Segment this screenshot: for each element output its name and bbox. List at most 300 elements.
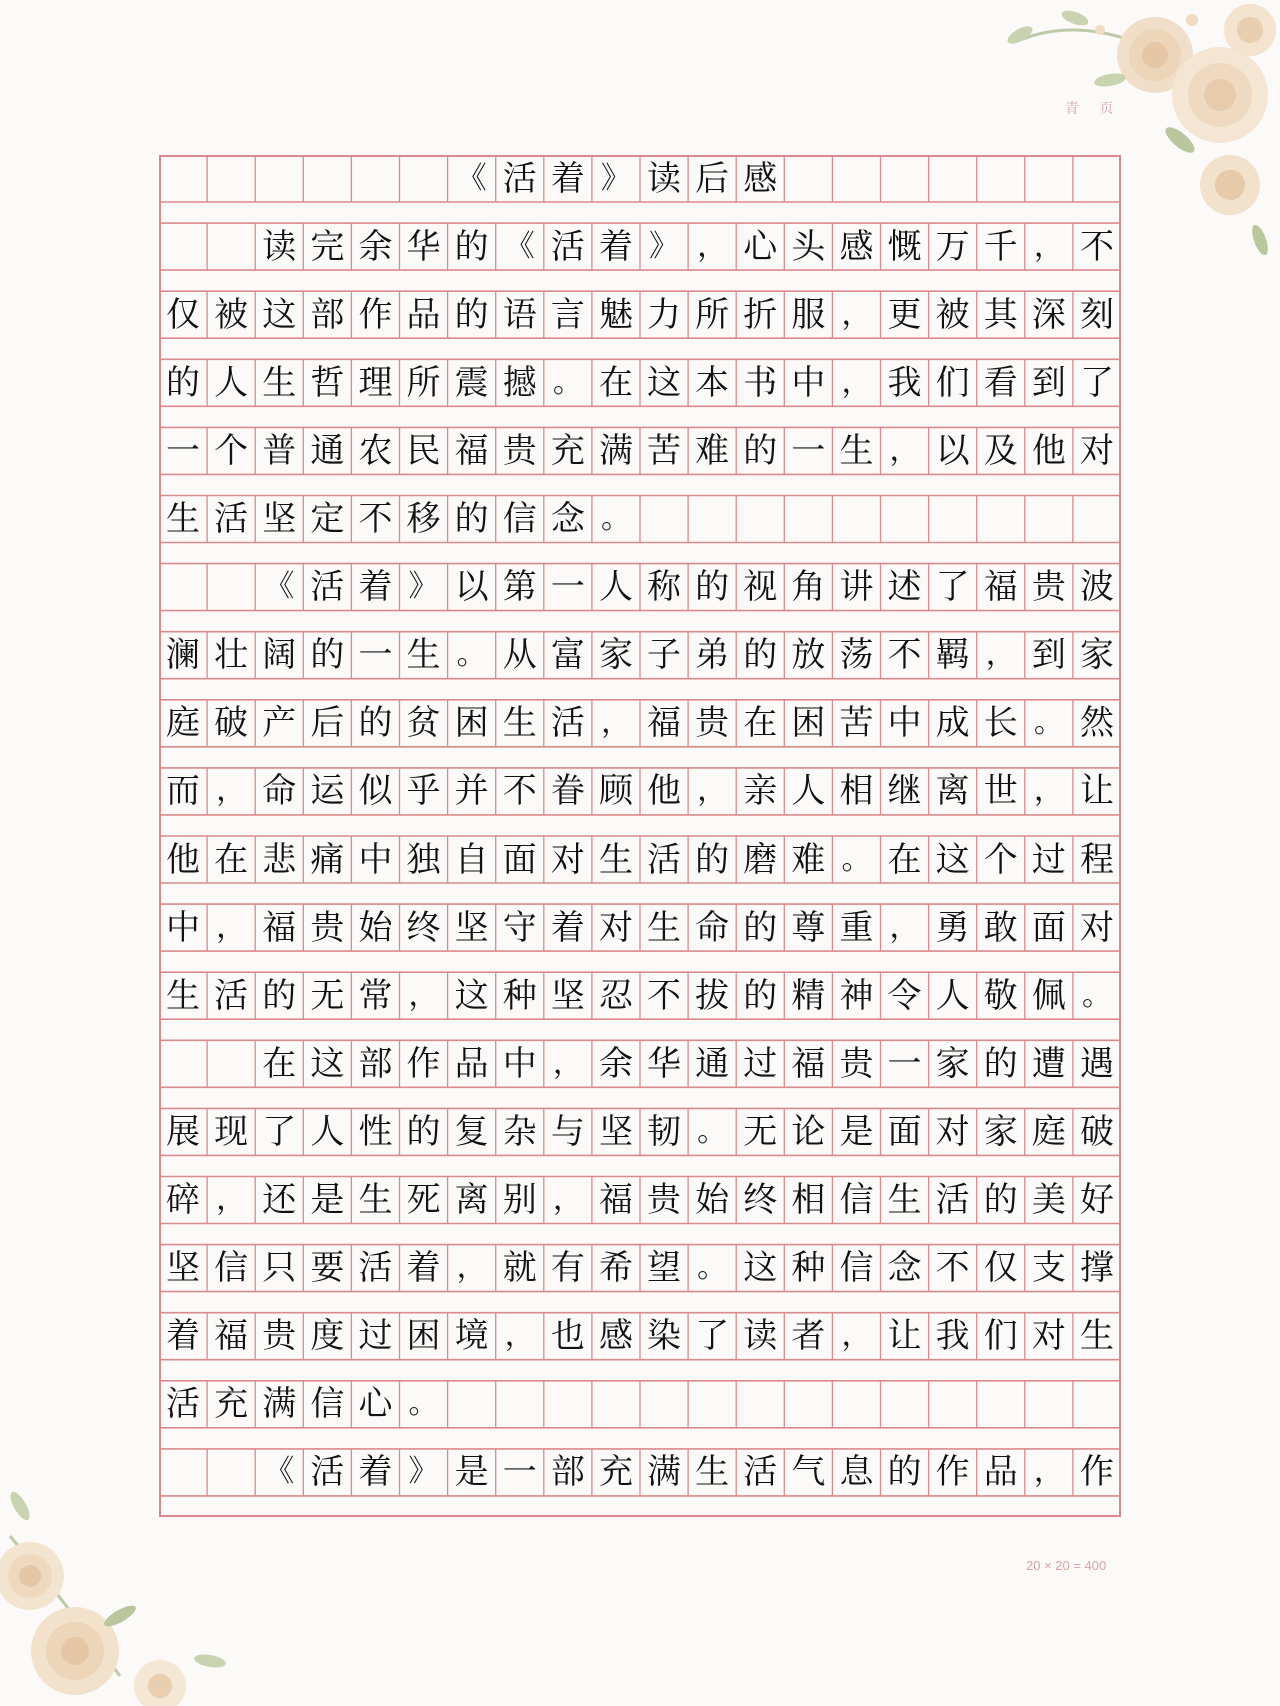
essay-character: 千 <box>983 226 1018 267</box>
essay-character: 并 <box>454 771 489 812</box>
essay-character: 难 <box>695 430 730 471</box>
essay-character: 生 <box>166 499 201 539</box>
essay-character: 心 <box>743 226 778 267</box>
essay-character: 。 <box>697 1113 728 1149</box>
essay-character: 作 <box>358 294 393 335</box>
essay-character: 这 <box>647 362 682 403</box>
essay-character: 境 <box>454 1316 489 1357</box>
essay-character: 离 <box>454 1180 489 1220</box>
essay-character: 复 <box>454 1111 489 1152</box>
essay-character: 困 <box>454 703 489 744</box>
essay-character: 悲 <box>262 839 297 880</box>
essay-character: 普 <box>262 430 297 471</box>
essay-character: 贫 <box>406 703 441 744</box>
essay-character: 对 <box>550 839 585 880</box>
essay-character: 苦 <box>647 430 682 471</box>
essay-character: 的 <box>743 975 778 1016</box>
essay-character: 刻 <box>1079 294 1114 335</box>
essay-character: 信 <box>310 1384 345 1425</box>
essay-character: 澜 <box>166 635 201 676</box>
essay-character: 贵 <box>502 430 537 471</box>
essay-character: 生 <box>1079 1316 1114 1357</box>
essay-character: 及 <box>983 430 1018 471</box>
essay-character: 精 <box>791 975 826 1016</box>
essay-character: 活 <box>166 1384 201 1425</box>
essay-character: 讲 <box>839 567 874 608</box>
essay-character: 定 <box>310 499 345 539</box>
essay-character: ， <box>552 1045 583 1081</box>
essay-character: 望 <box>647 1248 682 1289</box>
essay-character: 福 <box>983 567 1018 608</box>
essay-character: 碎 <box>166 1180 201 1220</box>
essay-character: 好 <box>1079 1180 1114 1220</box>
essay-character: 这 <box>454 975 489 1016</box>
essay-character: 就 <box>502 1248 537 1289</box>
essay-character: 的 <box>310 635 345 676</box>
essay-character: 生 <box>695 1452 730 1493</box>
essay-character: 人 <box>598 567 633 608</box>
essay-character: 在 <box>743 703 778 744</box>
essay-character: 。 <box>600 501 631 536</box>
essay-character: 着 <box>550 158 585 199</box>
essay-character: 人 <box>310 1111 345 1152</box>
essay-character: 坚 <box>550 975 585 1016</box>
essay-character: 着 <box>358 567 393 608</box>
essay-character: 一 <box>166 430 201 471</box>
essay-character: 生 <box>358 1180 393 1220</box>
essay-character: 息 <box>839 1452 874 1493</box>
essay-character: 面 <box>887 1111 922 1152</box>
essay-character: 慨 <box>887 226 922 267</box>
essay-character: 着 <box>406 1248 441 1289</box>
essay-character: 余 <box>598 1043 633 1084</box>
essay-character: 生 <box>647 907 682 948</box>
essay-character: 有 <box>550 1248 585 1289</box>
essay-character: ， <box>697 773 728 809</box>
essay-character: ， <box>216 1182 247 1217</box>
essay-character: 这 <box>310 1043 345 1084</box>
essay-character: 不 <box>647 975 682 1016</box>
essay-character: 相 <box>839 771 874 812</box>
essay-character: 部 <box>358 1043 393 1084</box>
essay-character: 佩 <box>1031 975 1066 1016</box>
essay-character: 程 <box>1079 839 1114 880</box>
essay-character: 家 <box>598 635 633 676</box>
essay-character: 。 <box>697 1250 728 1286</box>
essay-character: 充 <box>214 1384 249 1425</box>
essay-character: 语 <box>502 294 537 335</box>
essay-character: 福 <box>791 1043 826 1084</box>
essay-character: 羁 <box>935 635 970 676</box>
essay-character: 活 <box>310 567 345 608</box>
essay-character: 不 <box>358 499 393 539</box>
essay-character: 终 <box>406 907 441 948</box>
essay-character: 仅 <box>166 294 201 335</box>
essay-character: 了 <box>262 1111 297 1152</box>
essay-character: 要 <box>310 1248 345 1289</box>
essay-character: 余 <box>358 226 393 267</box>
essay-character: 他 <box>1031 430 1066 471</box>
essay-character: 信 <box>839 1248 874 1289</box>
essay-character: 了 <box>1079 362 1114 403</box>
essay-character: 的 <box>406 1111 441 1152</box>
essay-character: 他 <box>166 839 201 880</box>
essay-character: ， <box>889 432 920 468</box>
essay-character: 作 <box>935 1452 970 1493</box>
essay-character: 常 <box>358 975 393 1016</box>
essay-character: 生 <box>598 839 633 880</box>
essay-character: 的 <box>262 975 297 1016</box>
essay-character: 感 <box>839 226 874 267</box>
essay-character: 的 <box>358 703 393 744</box>
essay-character: 这 <box>262 294 297 335</box>
essay-character: 难 <box>791 839 826 880</box>
essay-character: 述 <box>887 567 922 608</box>
essay-character: 对 <box>1079 907 1114 948</box>
essay-character: 成 <box>935 703 970 744</box>
essay-character: 重 <box>839 907 874 948</box>
essay-character: 服 <box>791 294 826 335</box>
essay-character: 福 <box>647 703 682 744</box>
essay-character: 第 <box>502 567 537 608</box>
essay-character: 贵 <box>262 1316 297 1357</box>
essay-character: 的 <box>454 294 489 335</box>
essay-character: 一 <box>550 567 585 608</box>
essay-character: ， <box>1033 228 1064 264</box>
essay-character: 气 <box>791 1452 826 1493</box>
essay-character: 人 <box>214 362 249 403</box>
essay-character: 《 <box>504 228 535 264</box>
essay-character: 过 <box>358 1316 393 1357</box>
essay-character: 仅 <box>983 1248 1018 1289</box>
essay-character: 其 <box>983 294 1018 335</box>
essay-character: 本 <box>695 362 730 403</box>
essay-character: 困 <box>406 1316 441 1357</box>
essay-character: 遇 <box>1079 1043 1114 1084</box>
essay-character: 被 <box>935 294 970 335</box>
essay-character: 更 <box>887 294 922 335</box>
essay-character: 着 <box>550 907 585 948</box>
essay-character: 感 <box>598 1316 633 1357</box>
essay-character: 活 <box>358 1248 393 1289</box>
essay-character: 过 <box>743 1043 778 1084</box>
essay-character: 读 <box>743 1316 778 1357</box>
essay-character: 无 <box>310 975 345 1016</box>
essay-character: 只 <box>262 1248 297 1289</box>
essay-character: 顾 <box>598 771 633 812</box>
essay-character: 过 <box>1031 839 1066 880</box>
essay-character: 在 <box>598 362 633 403</box>
essay-character: 满 <box>598 430 633 471</box>
essay-character: 》 <box>649 228 680 264</box>
essay-character: 部 <box>310 294 345 335</box>
essay-character: ， <box>504 1318 535 1354</box>
essay-character: 产 <box>262 703 297 744</box>
essay-character: 种 <box>791 1248 826 1289</box>
essay-character: 华 <box>647 1043 682 1084</box>
essay-character: 后 <box>310 703 345 744</box>
page-label: 青 页 <box>1065 101 1122 117</box>
essay-character: 一 <box>791 430 826 471</box>
essay-character: 独 <box>406 839 441 880</box>
essay-character: 敬 <box>983 975 1018 1016</box>
grid-count-label: 20 × 20 = 400 <box>1026 1558 1107 1573</box>
essay-character: 信 <box>502 499 537 539</box>
essay-character: 始 <box>695 1180 730 1220</box>
essay-character: 尊 <box>791 907 826 948</box>
essay-character: 头 <box>791 226 826 267</box>
essay-character: 运 <box>310 771 345 812</box>
essay-character: 。 <box>408 1386 439 1422</box>
essay-character: 中 <box>358 839 393 880</box>
essay-character: 力 <box>647 294 682 335</box>
essay-character: 似 <box>358 771 393 812</box>
essay-character: 个 <box>214 430 249 471</box>
essay-character: 角 <box>791 567 826 608</box>
essay-character: 展 <box>166 1111 201 1152</box>
essay-character: 染 <box>647 1316 682 1357</box>
essay-character: 后 <box>695 158 730 199</box>
essay-character: 拔 <box>695 975 730 1016</box>
essay-character: 以 <box>454 567 489 608</box>
essay-character: 希 <box>598 1248 633 1289</box>
essay-character: 遭 <box>1031 1043 1066 1084</box>
essay-character: ， <box>697 228 728 264</box>
essay-character: 对 <box>935 1111 970 1152</box>
essay-character: 让 <box>887 1316 922 1357</box>
essay-character: 信 <box>214 1248 249 1289</box>
essay-character: 言 <box>550 294 585 335</box>
essay-character: 作 <box>1079 1452 1114 1493</box>
essay-character: 撼 <box>502 362 537 403</box>
essay-character: 富 <box>550 635 585 676</box>
essay-character: 离 <box>935 771 970 812</box>
essay-character: 活 <box>502 158 537 199</box>
essay-character: 贵 <box>1031 567 1066 608</box>
essay-character: 《 <box>264 1454 295 1490</box>
essay-character: 支 <box>1031 1248 1066 1289</box>
essay-character: 继 <box>887 771 922 812</box>
essay-character: 现 <box>214 1111 249 1152</box>
essay-character: 华 <box>406 226 441 267</box>
essay-character: 壮 <box>214 635 249 676</box>
essay-character: 生 <box>839 430 874 471</box>
essay-character: 念 <box>550 499 585 539</box>
essay-character: 令 <box>887 975 922 1016</box>
essay-character: 贵 <box>695 703 730 744</box>
essay-character: 到 <box>1031 362 1066 403</box>
essay-character: 《 <box>456 160 487 196</box>
essay-character: 弟 <box>695 635 730 676</box>
essay-character: 视 <box>743 567 778 608</box>
essay-character: 魅 <box>598 294 633 335</box>
essay-character: 》 <box>408 569 439 605</box>
essay-character: ， <box>216 909 247 945</box>
essay-character: 的 <box>695 567 730 608</box>
essay-character: 的 <box>983 1043 1018 1084</box>
essay-character: 活 <box>550 226 585 267</box>
essay-character: 韧 <box>647 1111 682 1152</box>
essay-character: 中 <box>791 362 826 403</box>
essay-character: 活 <box>935 1180 970 1220</box>
essay-character: 荡 <box>839 635 874 676</box>
essay-character: 杂 <box>502 1111 537 1152</box>
essay-character: 万 <box>935 226 970 267</box>
essay-character: 自 <box>454 839 489 880</box>
essay-character: 对 <box>1031 1316 1066 1357</box>
essay-character: 也 <box>550 1316 585 1357</box>
essay-character: 坚 <box>166 1248 201 1289</box>
essay-character: 命 <box>695 907 730 948</box>
essay-character: ， <box>216 773 247 809</box>
essay-character: 的 <box>166 362 201 403</box>
essay-character: 命 <box>262 771 297 812</box>
essay-character: 的 <box>743 635 778 676</box>
essay-character: 中 <box>887 703 922 744</box>
essay-character: 无 <box>743 1111 778 1152</box>
essay-character: 阔 <box>262 635 297 676</box>
essay-character: 坚 <box>262 499 297 539</box>
essay-character: 勇 <box>935 907 970 948</box>
essay-character: 一 <box>502 1452 537 1493</box>
essay-character: 通 <box>310 430 345 471</box>
essay-character: ， <box>408 977 439 1013</box>
essay-character: 一 <box>358 635 393 676</box>
essay-character: 生 <box>262 362 297 403</box>
essay-character: 活 <box>743 1452 778 1493</box>
essay-character: 以 <box>935 430 970 471</box>
essay-character: 。 <box>456 637 487 673</box>
essay-character: 坚 <box>454 907 489 948</box>
essay-character: 度 <box>310 1316 345 1357</box>
essay-character: 。 <box>1081 977 1112 1013</box>
essay-character: 敢 <box>983 907 1018 948</box>
essay-character: 面 <box>1031 907 1066 948</box>
essay-character: 民 <box>406 430 441 471</box>
essay-character: 对 <box>598 907 633 948</box>
essay-character: 中 <box>502 1043 537 1084</box>
essay-character: 的 <box>454 499 489 539</box>
essay-character: 《 <box>264 569 295 605</box>
essay-character: 长 <box>983 703 1018 744</box>
essay-character: ， <box>456 1250 487 1286</box>
essay-character: 在 <box>887 839 922 880</box>
essay-character: 折 <box>743 294 778 335</box>
essay-character: 困 <box>791 703 826 744</box>
essay-character: 面 <box>502 839 537 880</box>
essay-character: 哲 <box>310 362 345 403</box>
essay-character: 子 <box>647 635 682 676</box>
essay-character: 在 <box>214 839 249 880</box>
essay-character: 。 <box>841 841 872 877</box>
essay-character: 这 <box>935 839 970 880</box>
essay-character: 完 <box>310 226 345 267</box>
essay-character: 生 <box>502 703 537 744</box>
essay-character: 人 <box>791 771 826 812</box>
essay-character: 我 <box>887 362 922 403</box>
essay-character: 福 <box>214 1316 249 1357</box>
essay-character: 被 <box>214 294 249 335</box>
essay-character: 对 <box>1079 430 1114 471</box>
essay-character: 活 <box>214 975 249 1016</box>
essay-character: 美 <box>1031 1180 1066 1220</box>
essay-character: 的 <box>743 907 778 948</box>
essay-character: 着 <box>358 1452 393 1493</box>
essay-character: 放 <box>791 635 826 676</box>
essay-character: 与 <box>550 1111 585 1152</box>
essay-character: 活 <box>214 499 249 539</box>
essay-character: 贵 <box>839 1043 874 1084</box>
essay-character: 们 <box>935 362 970 403</box>
essay-character: 农 <box>358 430 393 471</box>
essay-character: 我 <box>935 1316 970 1357</box>
essay-character: 苦 <box>839 703 874 744</box>
essay-character: ， <box>841 296 872 332</box>
essay-character: 活 <box>550 703 585 744</box>
essay-character: 震 <box>454 362 489 403</box>
essay-character: 是 <box>454 1452 489 1493</box>
essay-character: 读 <box>262 226 297 267</box>
essay-character: 生 <box>166 975 201 1016</box>
essay-character: 到 <box>1031 635 1066 676</box>
essay-character: ， <box>841 364 872 400</box>
essay-character: 相 <box>791 1180 826 1220</box>
essay-character: 的 <box>695 839 730 880</box>
essay-character: 然 <box>1079 703 1114 744</box>
essay-character: 守 <box>502 907 537 948</box>
essay-character: 书 <box>743 362 778 403</box>
essay-character: 他 <box>647 771 682 812</box>
essay-character: 活 <box>310 1452 345 1493</box>
essay-character: 始 <box>358 907 393 948</box>
essay-character: 品 <box>983 1452 1018 1493</box>
essay-character: 作 <box>406 1043 441 1084</box>
essay-character: 们 <box>983 1316 1018 1357</box>
essay-character: 终 <box>743 1180 778 1220</box>
essay-character: 生 <box>406 635 441 676</box>
essay-character: 个 <box>983 839 1018 880</box>
essay-character: 贵 <box>310 907 345 948</box>
essay-character: 死 <box>406 1180 441 1220</box>
essay-character: 家 <box>983 1111 1018 1152</box>
essay-character: 磨 <box>743 839 778 880</box>
essay-character: 家 <box>1079 635 1114 676</box>
essay-character: 念 <box>887 1248 922 1289</box>
essay-character: ， <box>841 1318 872 1354</box>
essay-character: 还 <box>262 1180 297 1220</box>
essay-character: 。 <box>1033 705 1064 741</box>
essay-character: ， <box>889 909 920 945</box>
essay-character: 别 <box>502 1180 537 1220</box>
essay-character: 波 <box>1079 567 1114 608</box>
essay-character: 了 <box>695 1316 730 1357</box>
essay-character: ， <box>552 1182 583 1217</box>
essay-character: 这 <box>743 1248 778 1289</box>
essay-character: 了 <box>935 567 970 608</box>
essay-character: 的 <box>454 226 489 267</box>
essay-character: 读 <box>647 158 682 199</box>
essay-character: 者 <box>791 1316 826 1357</box>
essay-character: 让 <box>1079 771 1114 812</box>
essay-character: 品 <box>406 294 441 335</box>
essay-character: 心 <box>358 1384 393 1425</box>
essay-character: 神 <box>839 975 874 1016</box>
essay-grid-paper <box>159 155 1121 1517</box>
essay-character: 是 <box>310 1180 345 1220</box>
essay-character: 感 <box>743 158 778 199</box>
essay-character: 庭 <box>166 703 201 744</box>
essay-character: 。 <box>552 364 583 400</box>
